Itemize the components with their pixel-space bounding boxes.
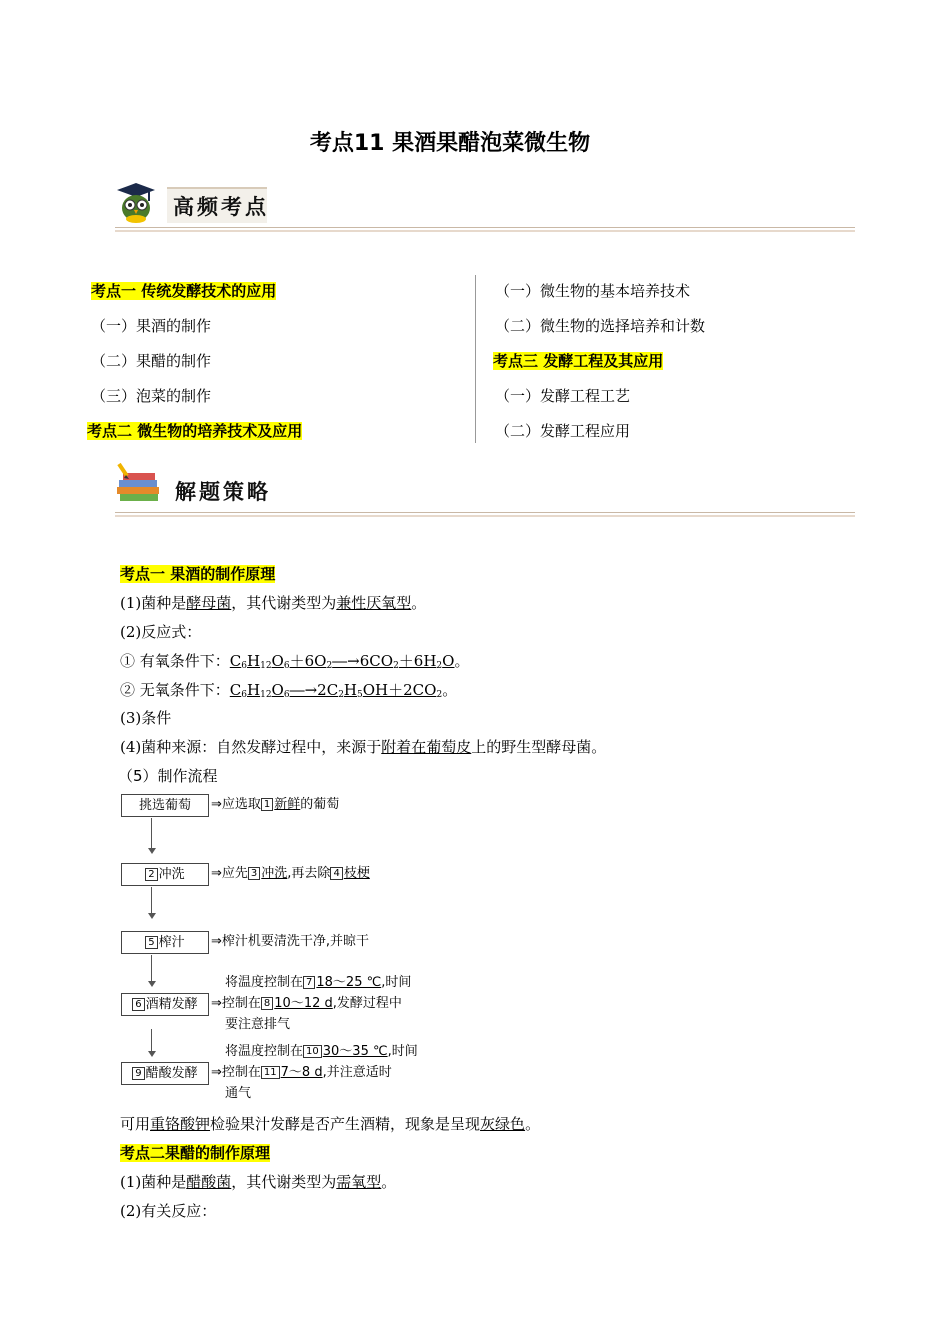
toc-item: 考点一 传统发酵技术的应用 <box>91 282 277 300</box>
page-title: 考点11 果酒果醋泡菜微生物 <box>309 131 591 156</box>
flow-arrow-head <box>148 913 156 919</box>
toc-item: （二）果醋的制作 <box>91 352 212 370</box>
section-heading: 考点二果醋的制作原理 <box>120 1144 271 1162</box>
equation-line: ① 有氧条件下：$C_6H_{12}O_6+6O_2―\to 6CO_2+6H_2O$。 <box>120 652 470 671</box>
flow-step-note: 将温度控制在 7 18～25 ℃,时间 <box>225 975 412 990</box>
equation-line: ② 无氧条件下：$C_6H_{12}O_6―\to 2C_2H_5OH+2CO_2$。 <box>120 681 458 700</box>
flow-arrow <box>151 1029 152 1053</box>
flow-step-box: 6 酒精发酵 <box>121 993 209 1016</box>
banner-high-frequency <box>115 185 855 235</box>
flow-step-note: ⇒控制在 8 10～12 d,发酵过程中 <box>211 996 402 1011</box>
flow-step-box: 9 醋酸发酵 <box>121 1062 209 1085</box>
flow-step-note: 将温度控制在 10 30～35 ℃,时间 <box>225 1044 418 1059</box>
text-line: （5）制作流程 <box>118 767 218 785</box>
flow-step-note: 通气 <box>225 1086 252 1101</box>
banner-label: 高频考点 <box>173 194 269 219</box>
flow-step-note: ⇒应选取 1 新鲜的葡萄 <box>211 797 340 812</box>
banner-label: 解题策略 <box>175 479 271 504</box>
flow-arrow <box>151 955 152 983</box>
flow-step-note: 要注意排气 <box>225 1017 291 1032</box>
toc-item: （二）发酵工程应用 <box>495 422 631 440</box>
text-line: (3)条件 <box>120 709 172 727</box>
flow-arrow-head <box>148 1051 156 1057</box>
owl-graduate-icon <box>115 181 157 225</box>
flow-arrow <box>151 887 152 915</box>
flow-step-box: 挑选葡萄 <box>121 794 209 817</box>
text-line: (4)菌种来源：自然发酵过程中，来源于附着在葡萄皮上的野生型酵母菌。 <box>120 738 607 756</box>
flow-step-note: ⇒应先 3 冲洗,再去除 4 枝梗 <box>211 866 370 881</box>
text-line: (2)有关反应： <box>120 1202 217 1220</box>
flow-arrow-head <box>148 981 156 987</box>
toc-item: （一）果酒的制作 <box>91 317 212 335</box>
toc-item: 考点二 微生物的培养技术及应用 <box>87 422 303 440</box>
text-line: 可用重铬酸钾检验果汁发酵是否产生酒精，现象是呈现灰绿色。 <box>120 1115 541 1133</box>
text-line: (2)反应式： <box>120 623 202 641</box>
section-heading: 考点一 果酒的制作原理 <box>120 565 276 583</box>
toc-item: （二）微生物的选择培养和计数 <box>495 317 706 335</box>
flow-step-box: 5 榨汁 <box>121 931 209 954</box>
toc-divider <box>475 275 476 443</box>
toc-item: （一）发酵工程工艺 <box>495 387 631 405</box>
flow-step-note: ⇒控制在 11 7～8 d,并注意适时 <box>211 1065 392 1080</box>
flow-step-box: 2 冲洗 <box>121 863 209 886</box>
books-pencil-icon <box>115 462 167 508</box>
toc-item: 考点三 发酵工程及其应用 <box>493 352 664 370</box>
flow-arrow-head <box>148 848 156 854</box>
toc-item: （三）泡菜的制作 <box>91 387 212 405</box>
text-line: (1)菌种是醋酸菌，其代谢类型为需氧型。 <box>120 1173 397 1191</box>
flow-step-note: ⇒榨汁机要清洗干净,并晾干 <box>211 934 370 949</box>
banner-strategy <box>115 470 855 520</box>
toc-item: （一）微生物的基本培养技术 <box>495 282 691 300</box>
text-line: (1)菌种是酵母菌，其代谢类型为兼性厌氧型。 <box>120 594 427 612</box>
flow-arrow <box>151 818 152 850</box>
